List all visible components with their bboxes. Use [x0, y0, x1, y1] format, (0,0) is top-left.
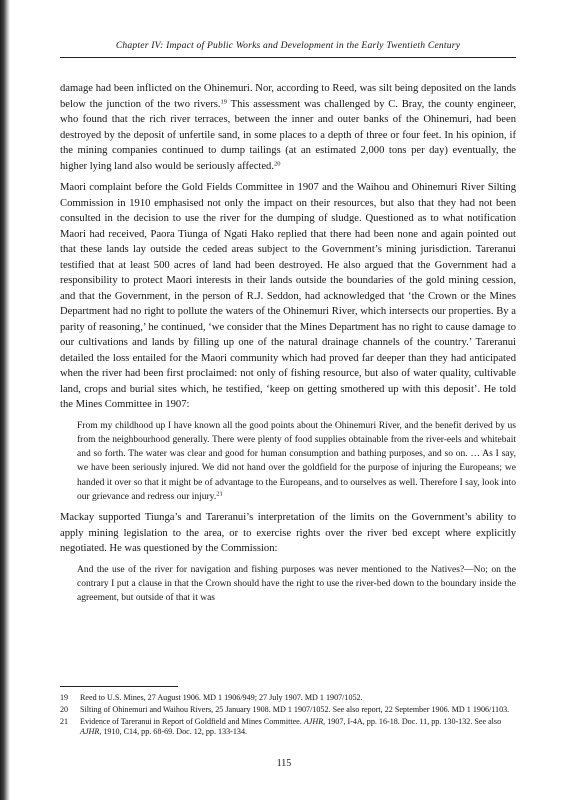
fn-part: Reed to U.S. Mines, 27 August 1906. [80, 693, 203, 702]
page-number: 115 [276, 758, 292, 769]
fn-part-sc: MD [202, 693, 217, 702]
block-quote-1-text: From my childhood up I have known all the good points about the Ohinemuri River, and the benefit derived by us from the neighbourhood generally. There were plenty of food supplies obtainable from the river-eels and whitebait and so forth. The water was clear and good for human consumption and bathing purposes, and so on. … As I say, we have been seriously injured. We did not hand over the goldfield for the purpose of injuring the Europeans; we handed it over so that it might be of advantage to the Europeans, and to ourselves as well. Therefore I say, look into our grievance and redress our injury. [77, 420, 516, 502]
fn-part-sc: MD [272, 704, 286, 714]
paragraph-1-text-a: damage had been inflicted on the Ohinemuri. Nor, according to Reed, was silt being deposited on the lands below the junction of the two rivers. [60, 83, 516, 110]
footnote-19 [60, 693, 516, 704]
fn-part: , 1910, C14, pp. 68-69. Doc. 12, pp. 133-134. [99, 727, 248, 737]
footnote-ref-19[interactable]: 19 [220, 98, 228, 105]
fn-part: Evidence of Tareranui in Report of Goldfield and Mines Committee. [80, 716, 304, 726]
footnote-text [80, 705, 516, 716]
fn-part-italic: AJHR [80, 727, 100, 737]
footnote-ref-20[interactable]: 20 [273, 160, 281, 167]
footnote-number: 19 [60, 693, 69, 702]
header-rule [60, 57, 516, 58]
footnote-text [80, 693, 516, 704]
fn-part: 1 1906/949; 27 July 1907. [216, 693, 305, 702]
fn-part: 1 1907/1052. [317, 693, 363, 702]
footnote-text [80, 717, 516, 739]
block-quote-1 [77, 419, 516, 505]
footnote-rule [60, 686, 178, 687]
paragraph-1-text-b: This assessment was challenged by C. Bray, the county engineer, who found that the rich river terraces, between the inner and outer banks of the Ohinemuri, had been destroyed by the deposit of unfertile sand, in some places to a depth of three or four feet. In his opinion, if the mining companies continued to dump tailings (at an estimated 2,000 tons per day) eventually, the higher lying land also would be seriously affected. [60, 98, 517, 172]
fn-part-italic: AJHR [303, 716, 324, 726]
fn-part: Silting of Ohinemuri and Waihou Rivers, 25 January 1908. [80, 704, 273, 714]
footnotes [60, 693, 516, 739]
running-head: Chapter IV: Impact of Public Works and Development in the Early Twentieth Century [115, 40, 461, 51]
footnote-21 [60, 717, 516, 739]
paragraph-1 [60, 81, 516, 174]
footnote-number: 21 [60, 716, 69, 726]
paragraph-2: Maori complaint before the Gold Fields Committee in 1907 and the Waihou and Ohinemuri River Silting Commission in 1910 emphasised not only the impact on their resources, but also that they had not been consulted in the decision to use the river for the dumping of sludge. Questioned as to what notification Maori had received, Paora Tiunga of Ngati Hako replied that there had been none and again pointed out that these lands lay outside the ceded areas subject to the Government’s mining jurisdiction. Tareranui testified that at least 500 acres of land had been destroyed. He also argued that the Government had a responsibility to protect Maori interests in their lands outside the boundaries of the gold mining cession, and that the Government, in the person of R.J. Seddon, had acknowledged that ‘the Crown or the Mines Department had no right to pollute the waters of the Ohinemuri River, which intersects our properties. By a parity of reasoning,’ he continued, ‘we consider that the Mines Department has no right to cause damage to our cultivations and lands by filling up one of the natural drainage channels of the country.’ Tareranui detailed the loss entailed for the Maori community which had proved far deeper than they had anticipated when the river had been first proclaimed: not only of fishing resource, but also of water quality, cultivable land, crops and burial sites which, he testified, ‘keep on getting smothered up with this deposit’. He told the Mines Committee in 1907: [60, 182, 516, 410]
fn-part: 1 1906/1103. [464, 704, 510, 714]
block-quote-2: And the use of the river for navigation and fishing purposes was never mentioned to the Natives?—No; on the contrary I put a clause in that the Crown should have the right to use the river-bed down to the boundary inside the agreement, but outside of that it was [77, 564, 516, 604]
footnote-number: 20 [60, 704, 69, 714]
fn-part: , 1907, I-4A, pp. 16-18. Doc. 11, pp. 130-132. See also [323, 716, 502, 726]
fn-part-sc: MD [451, 704, 465, 714]
footnote-ref-21[interactable]: 21 [216, 490, 223, 498]
footnote-20 [60, 705, 516, 716]
paragraph-3: Mackay supported Tiunga’s and Tareranui’s interpretation of the limits on the Government’s ability to apply mining legislation to the area, or to exercise rights over the river bed except where explicitly negotiated. He was questioned by the Commission: [60, 512, 516, 555]
body-text [60, 81, 516, 606]
fn-part: 1 1907/1052. See also report, 22 September 1906. [285, 704, 452, 714]
fn-part-sc: MD [304, 693, 318, 702]
